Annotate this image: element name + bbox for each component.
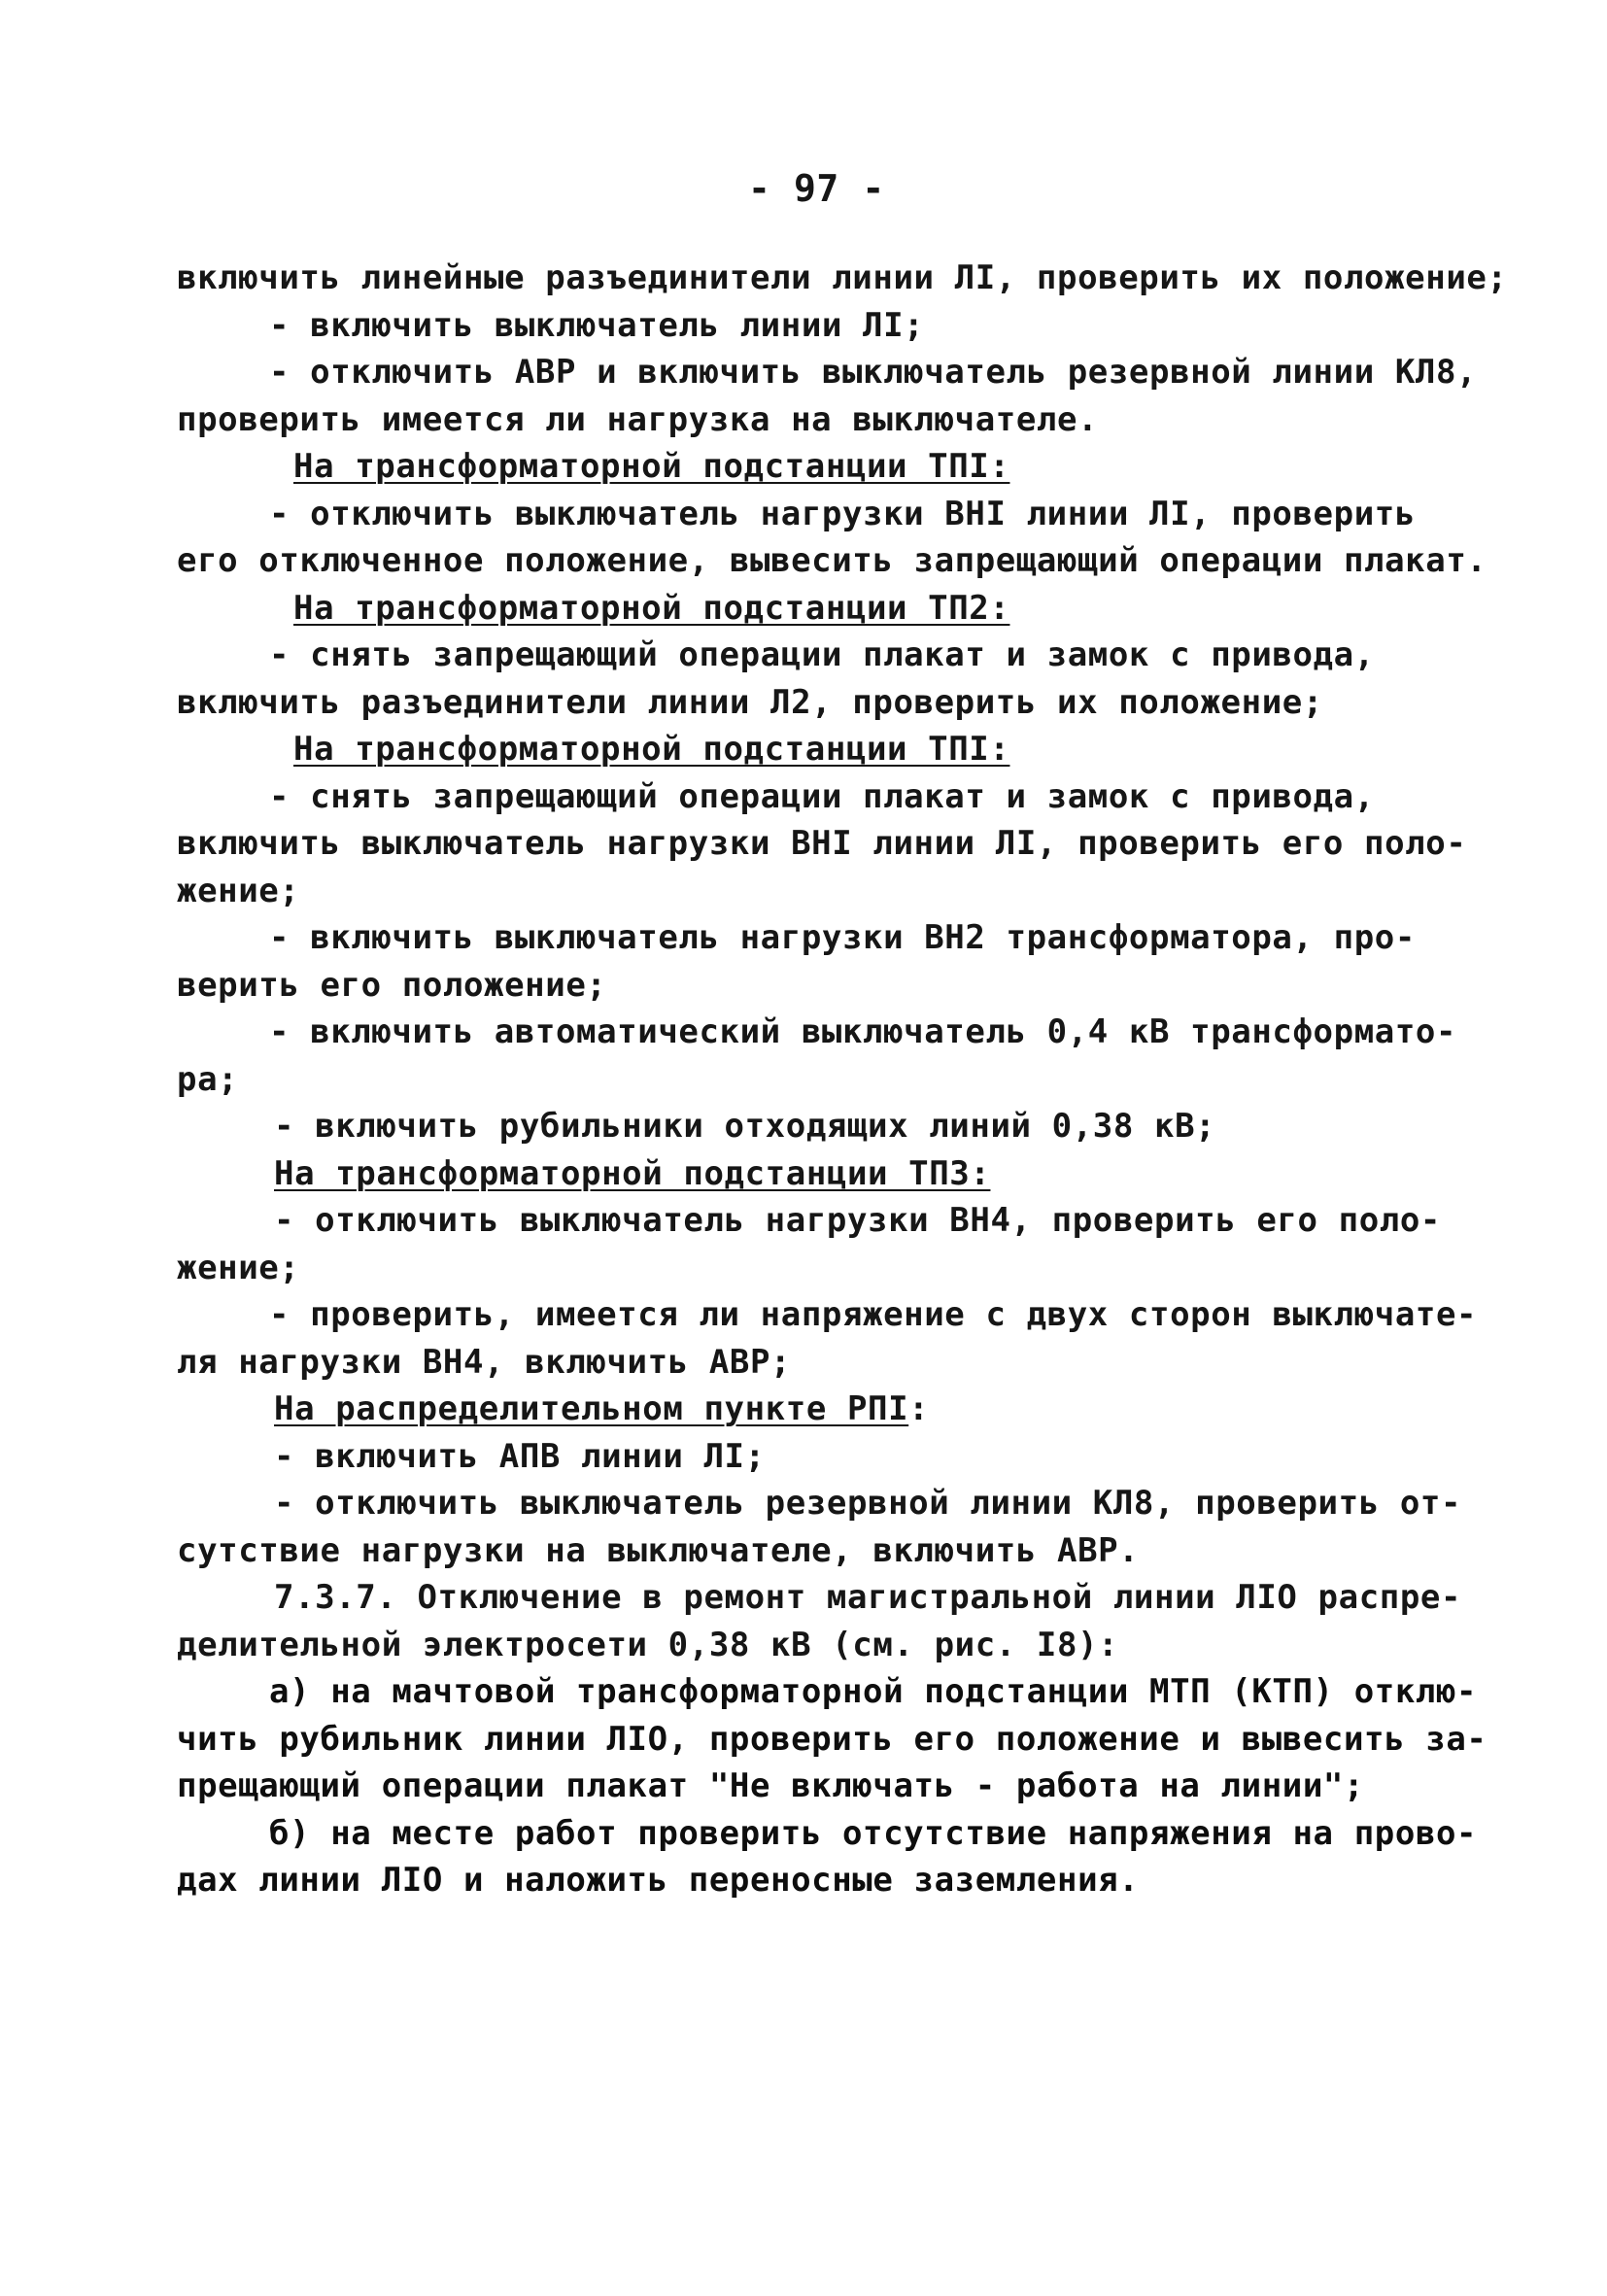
text-line: б) на месте работ проверить отсутствие напряжения на прово- (269, 1813, 1478, 1853)
text-line: - отключить АВР и включить выключатель резервной линии КЛ8, (269, 353, 1478, 392)
text-line: прещающий операции плакат "Не включать - работа на линии"; (177, 1766, 1365, 1805)
section-heading-text: На трансформаторной подстанции ТПI: (293, 447, 1010, 486)
document-body (177, 255, 1508, 1904)
text-line: его отключенное положение, вывесить запрещающий операции плакат. (177, 541, 1487, 580)
text-line: - снять запрещающий операции плакат и замок с привода, (269, 776, 1375, 816)
text-line: жение; (177, 1248, 300, 1287)
section-heading-text: На трансформаторной подстанции ТП2: (293, 588, 1010, 628)
text-line: - проверить, имеется ли напряжение с двух сторон выключате- (269, 1295, 1478, 1334)
text-line: - включить автоматический выключатель 0,4 кВ трансформато- (269, 1012, 1457, 1051)
text-line: включить выключатель нагрузки ВНI линии ЛI, проверить его поло- (177, 824, 1467, 863)
section-heading-text: На трансформаторной подстанции ТП3: (274, 1153, 991, 1193)
section-heading-text: На распределительном пункте РПI (274, 1389, 909, 1428)
text-line: проверить имеется ли нагрузка на выключателе. (177, 399, 1099, 439)
page-number: - 97 - (748, 167, 885, 210)
text-line: делительной электросети 0,38 кВ (см. рис. I8): (177, 1625, 1119, 1664)
section-heading-text: На трансформаторной подстанции ТПI: (293, 730, 1010, 769)
text-line: - снять запрещающий операции плакат и замок с привода, (269, 635, 1375, 674)
text-line: - отключить выключатель резервной линии КЛ8, проверить от- (274, 1484, 1462, 1523)
section-heading (177, 726, 1479, 773)
text-line: ля нагрузки ВН4, включить АВР; (177, 1342, 792, 1382)
section-heading (177, 585, 1479, 633)
text-line: а) на мачтовой трансформаторной подстанции МТП (КТП) отклю- (269, 1672, 1478, 1711)
text-line: - включить рубильники отходящих линий 0,38 кВ; (274, 1107, 1216, 1146)
text-line: 7.3.7. Отключение в ремонт магистральной линии ЛIО распре- (274, 1578, 1462, 1617)
section-heading (177, 1150, 1479, 1198)
text-line: чить рубильник линии ЛIО, проверить его положение и вывесить за- (177, 1719, 1487, 1759)
text-line: - включить АПВ линии ЛI; (274, 1436, 766, 1476)
text-line: ра; (177, 1059, 239, 1099)
text-line: сутствие нагрузки на выключателе, включить АВР. (177, 1530, 1140, 1570)
section-heading (177, 1386, 1479, 1433)
text-line: - включить выключатель нагрузки ВН2 трансформатора, про- (269, 918, 1416, 957)
text-line: включить разъединители линии Л2, проверить их положение; (177, 682, 1323, 722)
text-line: верить его положение; (177, 965, 607, 1005)
text-line: жение; (177, 871, 300, 910)
section-heading (177, 443, 1479, 491)
text-line: - отключить выключатель нагрузки ВН4, проверить его поло- (274, 1201, 1441, 1240)
text-line: - отключить выключатель нагрузки ВНI линии ЛI, проверить (269, 494, 1416, 533)
text-line: - включить выключатель линии ЛI; (269, 305, 925, 345)
section-heading-colon: : (908, 1389, 930, 1428)
text-line: включить линейные разъединители линии ЛI, проверить их положение; (177, 258, 1508, 297)
text-line: дах линии ЛIО и наложить переносные заземления. (177, 1861, 1140, 1900)
